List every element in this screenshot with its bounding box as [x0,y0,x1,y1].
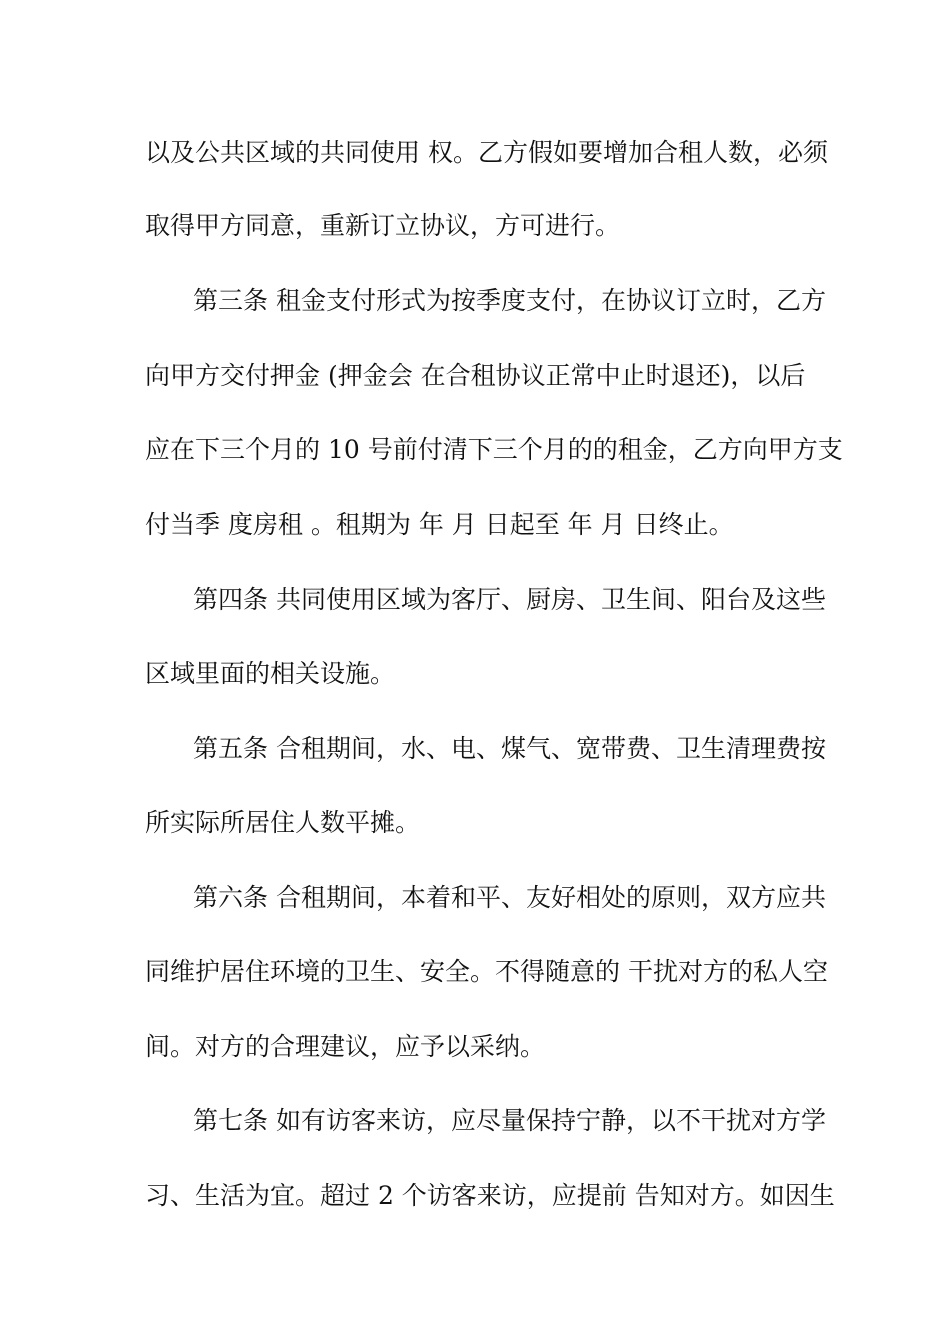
text-line: 以及公共区域的共同使用 权。乙方假如要增加合租人数，必须 [145,138,828,167]
paragraph-article-3: 第三条 租金支付形式为按季度支付，在协议订立时，乙方 [193,286,826,315]
text-line: 向甲方交付押金 (押金会 在合租协议正常中止时退还)，以后 [145,361,806,390]
text-line: 同维护居住环境的卫生、安全。不得随意的 干扰对方的私人空 [145,957,828,986]
text-line: 间。对方的合理建议，应予以采纳。 [145,1032,546,1061]
text-line: 习、生活为宜。超过 2 个访客来访，应提前 告知对方。如因生 [145,1181,835,1210]
paragraph-article-4: 第四条 共同使用区域为客厅、厨房、卫生间、阳台及这些 [193,585,826,614]
paragraph-article-6: 第六条 合租期间，本着和平、友好相处的原则，双方应共 [193,883,826,912]
text-line: 区域里面的相关设施。 [145,659,396,688]
paragraph-article-7: 第七条 如有访客来访，应尽量保持宁静，以不干扰对方学 [193,1106,826,1135]
text-line: 付当季 度房租 。租期为 年 月 日起至 年 月 日终止。 [145,510,734,539]
text-line: 取得甲方同意，重新订立协议，方可进行。 [145,211,621,240]
text-line: 所实际所居住人数平摊。 [145,808,421,837]
paragraph-article-5: 第五条 合租期间，水、电、煤气、宽带费、卫生清理费按 [193,734,826,763]
text-line: 应在下三个月的 10 号前付清下三个月的的租金，乙方向甲方支 [145,435,843,464]
